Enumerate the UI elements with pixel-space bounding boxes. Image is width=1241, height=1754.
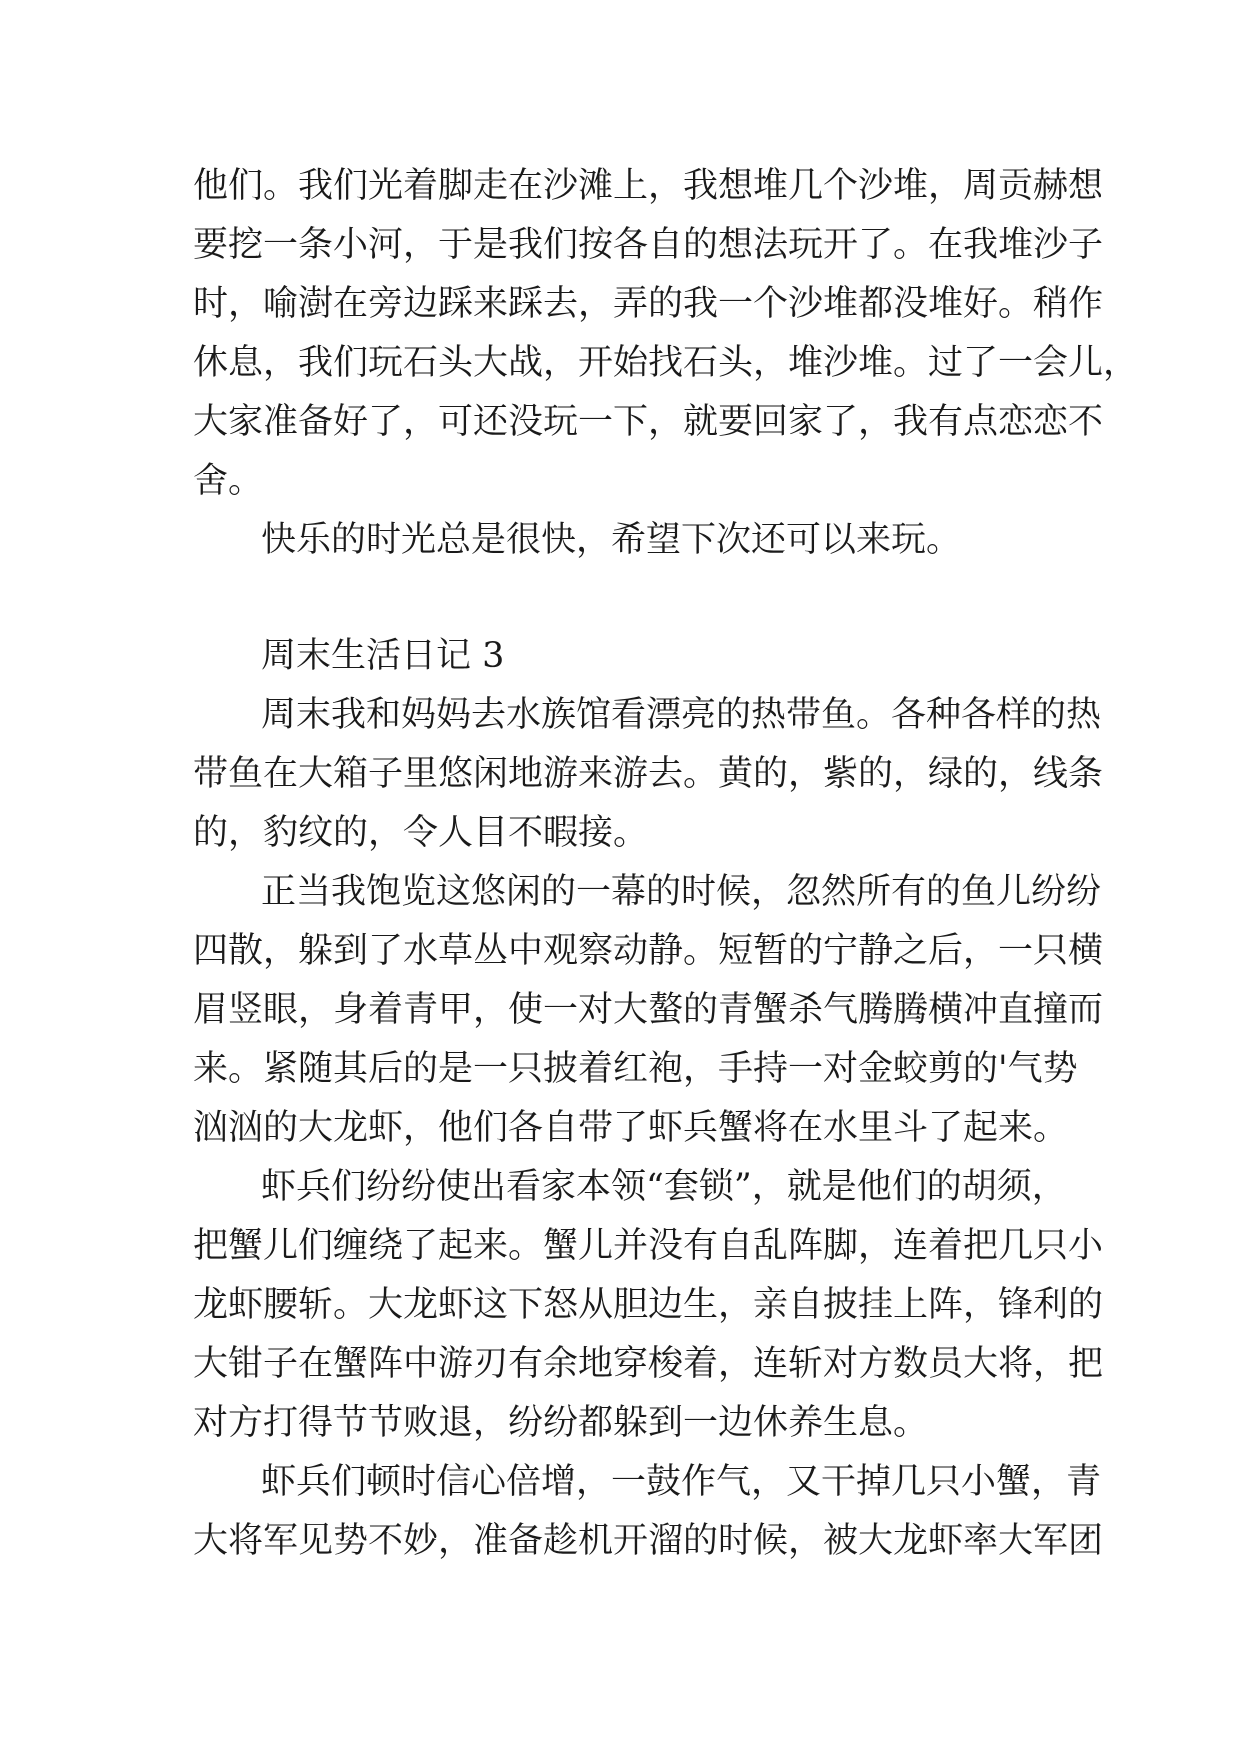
text-line: 龙虾腰斩。大龙虾这下怒从胆边生，亲自披挂上阵，锋利的 <box>193 1285 1104 1325</box>
text-line: 带鱼在大箱子里悠闲地游来游去。黄的，紫的，绿的，线条 <box>193 754 1104 794</box>
text-line: 周末我和妈妈去水族馆看漂亮的热带鱼。各种各样的热 <box>261 695 1102 735</box>
text-line: 四散，躲到了水草丛中观察动静。短暂的宁静之后，一只横 <box>193 931 1104 971</box>
text-line: 时，喻澍在旁边踩来踩去，弄的我一个沙堆都没堆好。稍作 <box>193 284 1104 324</box>
section-heading: 周末生活日记 3 <box>261 636 505 676</box>
text-line: 汹汹的大龙虾，他们各自带了虾兵蟹将在水里斗了起来。 <box>193 1108 1069 1148</box>
text-line: 把蟹儿们缠绕了起来。蟹儿并没有自乱阵脚，连着把几只小 <box>193 1226 1104 1266</box>
text-line: 的，豹纹的，令人目不暇接。 <box>193 813 649 853</box>
text-line: 虾兵们顿时信心倍增，一鼓作气，又干掉几只小蟹，青 <box>261 1462 1102 1502</box>
text-line: 大家准备好了，可还没玩一下，就要回家了，我有点恋恋不 <box>193 402 1104 442</box>
text-line: 快乐的时光总是很快，希望下次还可以来玩。 <box>261 520 962 560</box>
text-line: 正当我饱览这悠闲的一幕的时候，忽然所有的鱼儿纷纷 <box>261 872 1102 912</box>
text-line: 虾兵们纷纷使出看家本领“套锁”，就是他们的胡须， <box>261 1167 1067 1207</box>
text-line: 来。紧随其后的是一只披着红袍，手持一对金蛟剪的'气势 <box>193 1049 1078 1089</box>
text-line: 大钳子在蟹阵中游刃有余地穿梭着，连斩对方数员大将，把 <box>193 1344 1104 1384</box>
text-line: 他们。我们光着脚走在沙滩上，我想堆几个沙堆，周贡赫想 <box>193 166 1104 206</box>
text-line: 大将军见势不妙，准备趁机开溜的时候，被大龙虾率大军团 <box>193 1521 1104 1561</box>
text-line: 舍。 <box>193 461 264 501</box>
text-line: 对方打得节节败退，纷纷都躲到一边休养生息。 <box>193 1403 929 1443</box>
text-line: 休息，我们玩石头大战，开始找石头，堆沙堆。过了一会儿， <box>193 343 1139 383</box>
text-line: 要挖一条小河，于是我们按各自的想法玩开了。在我堆沙子 <box>193 225 1104 265</box>
text-line: 眉竖眼，身着青甲，使一对大螯的青蟹杀气腾腾横冲直撞而 <box>193 990 1104 1030</box>
